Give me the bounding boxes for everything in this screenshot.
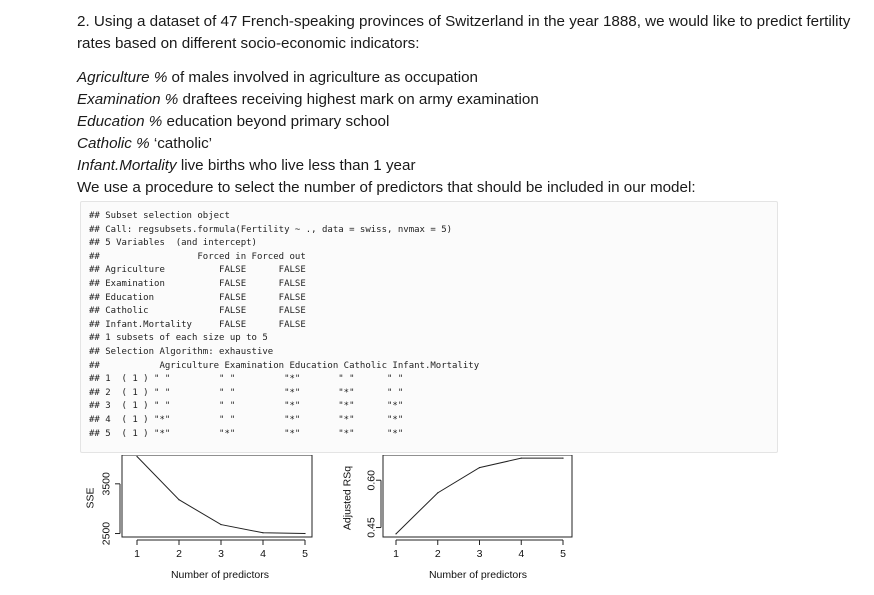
code-line: ## Infant.Mortality FALSE FALSE [89, 319, 306, 330]
code-line: ## Subset selection object [89, 211, 230, 221]
code-line: ## Catholic FALSE FALSE [89, 306, 306, 317]
variable-name: Infant.Mortality [77, 157, 177, 174]
code-line: ## 4 ( 1 ) "*" " " "*" "*" "*" [89, 414, 404, 425]
data-point [521, 458, 522, 459]
code-line: ## Examination FALSE FALSE [89, 278, 306, 289]
variable-infant-mortality [77, 155, 857, 177]
variable-desc: education beyond primary school [162, 113, 390, 130]
variable-name: Catholic % [77, 135, 150, 152]
question-text [77, 11, 857, 55]
x-tick-label: 4 [260, 548, 266, 560]
code-line: ## 2 ( 1 ) " " " " "*" "*" " " [89, 387, 404, 398]
data-point [304, 533, 305, 534]
data-point [479, 467, 480, 468]
code-line: ## 1 subsets of each size up to 5 [89, 333, 268, 344]
y-tick-label: 0.45 [365, 517, 378, 538]
plot-frame [383, 455, 572, 537]
x-axis-label: Number of predictors [428, 569, 528, 581]
x-tick-label: 3 [218, 548, 224, 560]
code-line: ## Forced in Forced out [89, 251, 306, 262]
x-tick-label: 2 [434, 548, 441, 560]
x-tick-label: 5 [560, 548, 566, 560]
y-axis-label: Adjusted RSq [341, 465, 354, 531]
data-point [136, 456, 137, 457]
question-number: 2. [77, 13, 90, 30]
code-line: ## Agriculture FALSE FALSE [89, 265, 306, 276]
y-tick-label: 0.60 [365, 470, 378, 491]
series-line [137, 456, 305, 533]
r-output-block [80, 201, 778, 453]
x-tick-label: 1 [393, 548, 399, 560]
plot-frame [122, 455, 312, 537]
data-point [437, 492, 438, 493]
sse-chart [85, 455, 312, 581]
code-line: ## Agriculture Examination Education Catholic Infant.Mortality [89, 360, 480, 371]
r-output-text [81, 202, 777, 441]
y-tick-label: 2500 [100, 521, 113, 546]
variable-desc: live births who live less than 1 year [176, 157, 416, 174]
y-tick-label: 3500 [100, 472, 113, 496]
code-line: ## Call: regsubsets.formula(Fertility ~ ., data = swiss, nvmax = 5) [89, 224, 453, 235]
variable-list [77, 67, 857, 177]
x-tick-label: 5 [302, 548, 308, 560]
code-line: ## 5 ( 1 ) "*" "*" "*" "*" "*" [89, 428, 404, 439]
data-point [262, 532, 263, 533]
variable-catholic [77, 133, 857, 155]
variable-examination [77, 89, 857, 111]
data-point [178, 499, 179, 500]
y-axis-label: SSE [84, 487, 97, 509]
code-line: ## 1 ( 1 ) " " " " "*" " " " " [89, 374, 404, 385]
variable-desc: draftees receiving highest mark on army examination [178, 91, 539, 108]
data-point [562, 458, 563, 459]
data-point [395, 533, 396, 534]
question-body: Using a dataset of 47 French-speaking provinces of Switzerland in the year 1888, we would like to predict fertility rates based on different socio-economic indicators: [77, 13, 851, 52]
variable-name: Examination % [77, 91, 179, 108]
x-tick-label: 1 [134, 548, 140, 560]
variable-name: Agriculture % [77, 69, 168, 86]
adjusted-rsq-chart [342, 455, 572, 581]
x-axis-label: Number of predictors [170, 569, 270, 581]
variable-desc: ‘catholic’ [149, 135, 213, 152]
variable-desc: of males involved in agriculture as occupation [167, 69, 478, 86]
variable-education [77, 111, 857, 133]
x-tick-label: 4 [518, 548, 525, 560]
series-line [396, 458, 563, 534]
variable-agriculture [77, 67, 857, 89]
variable-name: Education % [77, 113, 163, 130]
x-tick-label: 3 [476, 548, 483, 560]
code-line: ## 5 Variables (and intercept) [89, 238, 257, 249]
code-line: ## 3 ( 1 ) " " " " "*" "*" "*" [89, 401, 404, 412]
x-tick-label: 2 [176, 548, 182, 560]
plots-svg [0, 455, 874, 595]
plots-area [0, 455, 874, 595]
data-point [220, 524, 221, 525]
code-line: ## Selection Algorithm: exhaustive [89, 346, 274, 357]
procedure-intro: We use a procedure to select the number of predictors that should be included in our model: [77, 179, 696, 196]
code-line: ## Education FALSE FALSE [89, 292, 306, 303]
